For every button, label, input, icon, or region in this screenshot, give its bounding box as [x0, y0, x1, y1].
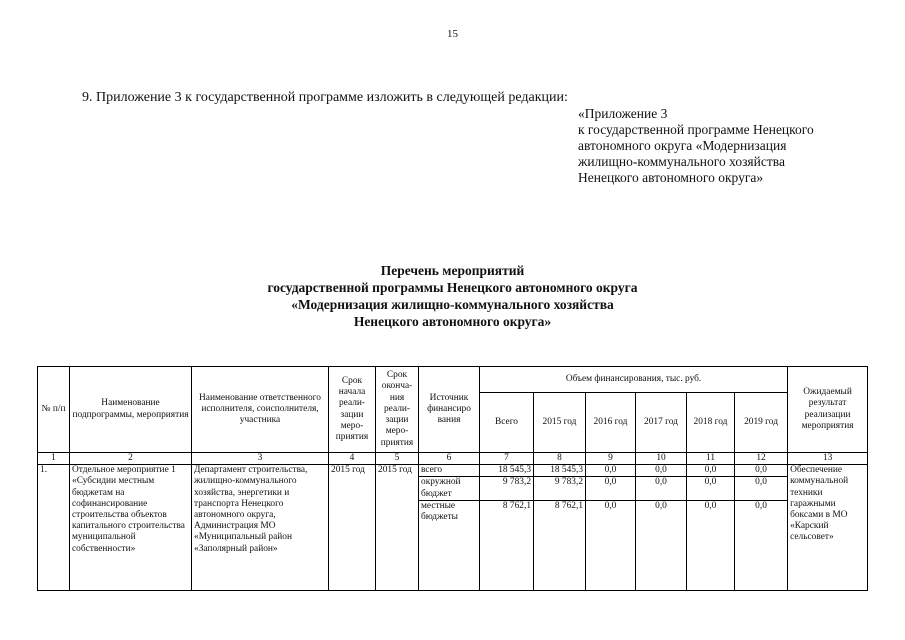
total-cell: 18 545,3	[480, 465, 534, 477]
header-start: Срок начала реали-зации меро-приятия	[329, 367, 376, 453]
header-responsible: Наименование ответственного исполнителя, соисполнителя, участника	[192, 367, 329, 453]
y2019-cell: 0,0	[735, 500, 788, 590]
title-line: Ненецкого автономного округа»	[353, 314, 552, 329]
y2016-cell: 0,0	[586, 477, 636, 500]
y2015-cell: 8 762,1	[534, 500, 586, 590]
header-result: Ожидаемый результат реализации мероприятия	[788, 367, 868, 453]
activities-table	[37, 366, 868, 591]
title-line: государственной программы Ненецкого автономного округа	[267, 280, 638, 295]
header-funding: Объем финансирования, тыс. руб.	[480, 367, 788, 393]
col-number: 7	[480, 453, 534, 465]
header-total: Всего	[480, 393, 534, 453]
y2018-cell: 0,0	[687, 500, 735, 590]
row-responsible: Департамент строительства, жилищно-коммунального хозяйства, энергетики и транспорта Ненецкого автономного округа, Администрация МО «Муниципальный район «Заполярный район»	[192, 465, 329, 591]
row-num: 1.	[38, 465, 70, 591]
row-name: Отдельное мероприятие 1 «Субсидии местным бюджетам на софинансирование строительства объектов капитального строительства муниципальной собственности»	[70, 465, 192, 591]
table-row	[38, 465, 868, 477]
header-2018: 2018 год	[687, 393, 735, 453]
col-number: 2	[70, 453, 192, 465]
col-number: 12	[735, 453, 788, 465]
y2016-cell: 0,0	[586, 500, 636, 590]
col-number: 13	[788, 453, 868, 465]
header-2019: 2019 год	[735, 393, 788, 453]
row-start: 2015 год	[329, 465, 376, 591]
annex-heading	[578, 106, 814, 186]
y2015-cell: 9 783,2	[534, 477, 586, 500]
y2018-cell: 0,0	[687, 477, 735, 500]
y2016-cell: 0,0	[586, 465, 636, 477]
header-source: Источник финансиро вания	[419, 367, 480, 453]
annex-line: к государственной программе Ненецкого	[578, 122, 814, 137]
col-number: 9	[586, 453, 636, 465]
annex-line: жилищно-коммунального хозяйства	[578, 154, 785, 169]
source-cell: местные бюджеты	[419, 500, 480, 590]
col-number: 1	[38, 453, 70, 465]
col-number: 11	[687, 453, 735, 465]
y2019-cell: 0,0	[735, 477, 788, 500]
col-number: 3	[192, 453, 329, 465]
item-9-text: 9. Приложение 3 к государственной программе изложить в следующей редакции:	[82, 90, 568, 105]
y2017-cell: 0,0	[636, 500, 687, 590]
row-end: 2015 год	[376, 465, 419, 591]
annex-line: Ненецкого автономного округа»	[578, 170, 764, 185]
col-number: 6	[419, 453, 480, 465]
header-2016: 2016 год	[586, 393, 636, 453]
row-result: Обеспечение коммунальной техники гаражными боксами в МО «Карский сельсовет»	[788, 465, 868, 591]
y2018-cell: 0,0	[687, 465, 735, 477]
y2019-cell: 0,0	[735, 465, 788, 477]
header-2017: 2017 год	[636, 393, 687, 453]
header-num: № п/п	[38, 367, 70, 453]
col-number: 5	[376, 453, 419, 465]
y2015-cell: 18 545,3	[534, 465, 586, 477]
header-end: Срок оконча-ния реали-зации меро-приятия	[376, 367, 419, 453]
annex-line: «Приложение 3	[578, 106, 668, 121]
source-cell: окружной бюджет	[419, 477, 480, 500]
y2017-cell: 0,0	[636, 465, 687, 477]
source-cell: всего	[419, 465, 480, 477]
title-line: Перечень мероприятий	[380, 263, 525, 278]
col-number: 10	[636, 453, 687, 465]
header-2015: 2015 год	[534, 393, 586, 453]
col-number: 8	[534, 453, 586, 465]
total-cell: 9 783,2	[480, 477, 534, 500]
title-line: «Модернизация жилищно-коммунального хозяйства	[291, 297, 614, 312]
col-number: 4	[329, 453, 376, 465]
header-name: Наименование подпрограммы, мероприятия	[70, 367, 192, 453]
total-cell: 8 762,1	[480, 500, 534, 590]
page-number: 15	[447, 28, 458, 40]
y2017-cell: 0,0	[636, 477, 687, 500]
document-title	[0, 262, 905, 330]
annex-line: автономного округа «Модернизация	[578, 138, 787, 153]
